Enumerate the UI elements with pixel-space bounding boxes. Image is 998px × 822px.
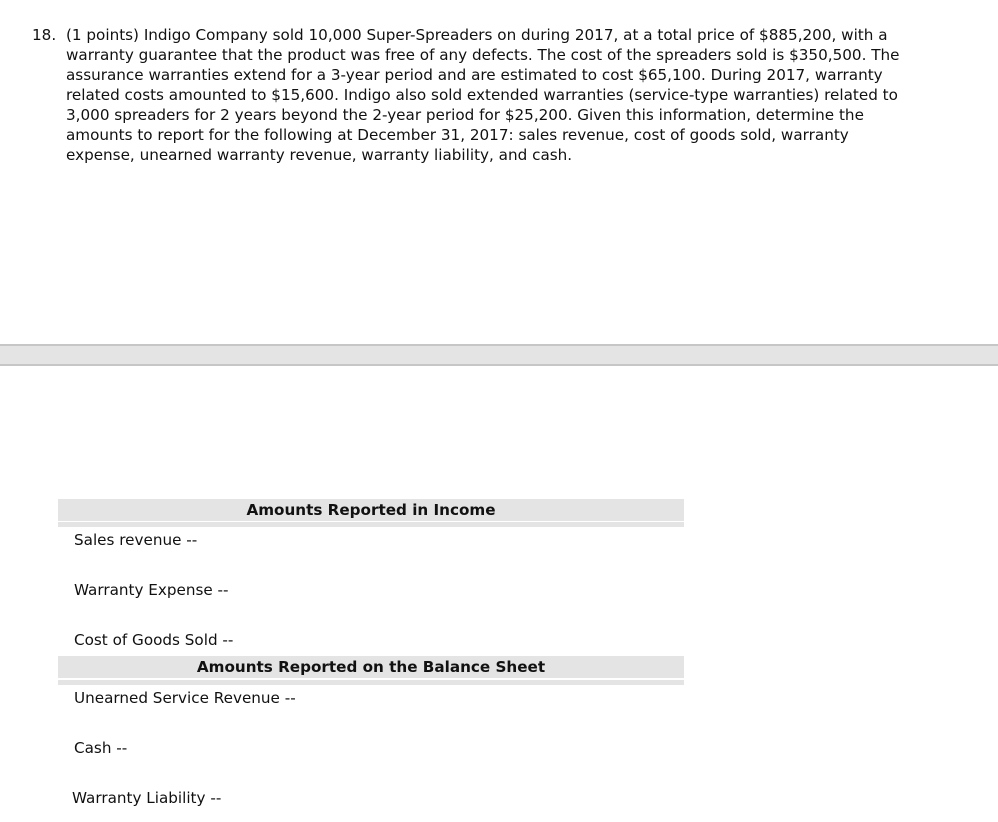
warranty-expense-label: Warranty Expense --: [74, 581, 229, 599]
unearned-service-revenue-label: Unearned Service Revenue --: [74, 689, 296, 707]
sales-revenue-label: Sales revenue --: [74, 531, 198, 549]
section-divider: [0, 344, 998, 366]
cost-of-goods-sold-label: Cost of Goods Sold --: [74, 631, 234, 649]
warranty-liability-label: Warranty Liability --: [72, 789, 222, 807]
balance-header-underline: [58, 680, 684, 685]
income-section-header: Amounts Reported in Income: [58, 499, 684, 521]
question-text: (1 points) Indigo Company sold 10,000 Super-Spreaders on during 2017, at a total price of $885,200, with a warranty guarantee that the product was free of any defects. The cost of the spreaders sold is $350,500. The assurance warranties extend for a 3-year period and are estimated to cost $65,100. During 2017, warranty related costs amounted to $15,600. Indigo also sold extended warranties (service-type warranties) related to 3,000 spreaders for 2 years beyond the 2-year period for $25,200. Given this information, determine the amounts to report for the following at December 31, 2017: sales revenue, cost of goods sold, warranty expense, unearned warranty revenue, warranty liability, and cash.: [66, 26, 900, 164]
cash-label: Cash --: [74, 739, 128, 757]
question-number: 18.: [32, 26, 57, 44]
income-header-underline: [58, 522, 684, 527]
balance-sheet-section-header: Amounts Reported on the Balance Sheet: [58, 656, 684, 678]
question-block: [32, 25, 912, 165]
